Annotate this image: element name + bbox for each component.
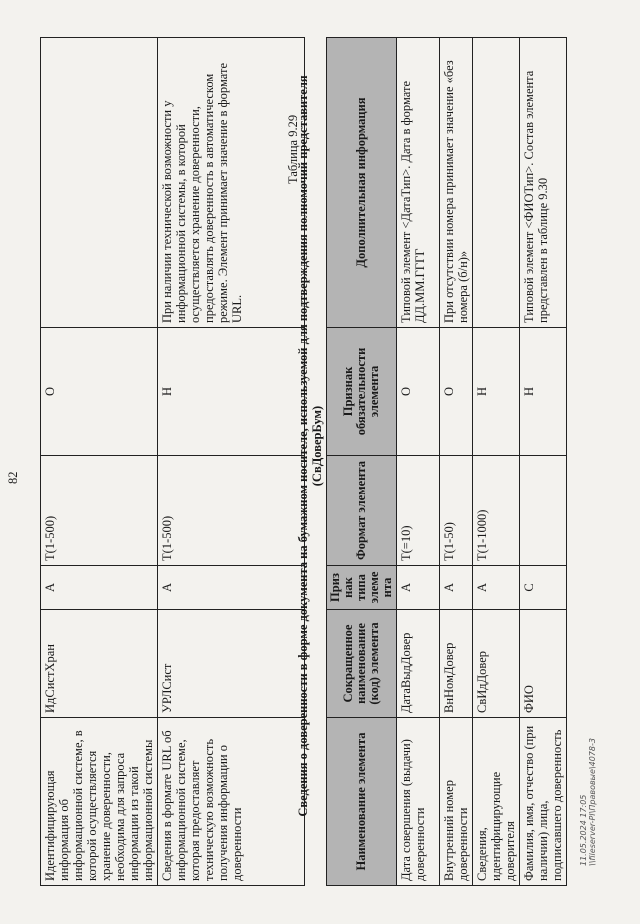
cell-format: T(1-1000) (473, 456, 520, 566)
cell-info: При наличии технической возможности у информационной системы, в которой осуществляется хранение доверенности, предоставлять доверенность в автоматическом режиме. Элемент принимает значение в формате URL. (158, 38, 305, 328)
cell-required: H (473, 328, 520, 456)
lower-table (326, 37, 567, 886)
cell-code: СвИдДовер (473, 610, 520, 718)
table-caption: Сведения о доверенности в форме документа на бумажном носителе, используемой для подтверждения полномочий представителя (СвДоверБум) (296, 75, 324, 817)
cell-code: ИдСистХран (41, 610, 158, 718)
table-row (158, 38, 305, 886)
table-title: Таблица 9.29 (286, 114, 300, 184)
header-required: Признак обязательности элемента (327, 328, 397, 456)
cell-name: Идентифицирующая информация об информационной системе, в которой осуществляется хранение доверенности, необходима для запроса информации из такой информационной системы (41, 718, 158, 886)
cell-format: T(1-50) (440, 456, 473, 566)
cell-info (41, 38, 158, 328)
cell-type: A (41, 566, 158, 610)
header-info: Дополнительная информация (327, 38, 397, 328)
cell-format (520, 456, 567, 566)
cell-name: Сведения, идентифицирующие доверителя (473, 718, 520, 886)
header-code: Сокращенное наименование (код) элемента (327, 610, 397, 718)
cell-code: ВнНомДовер (440, 610, 473, 718)
cell-required: O (41, 328, 158, 456)
table-row (440, 38, 473, 886)
page-number: 82 (6, 471, 20, 484)
table-row (397, 38, 440, 886)
cell-info: Типовой элемент <ФИОТип>. Состав элемента представлен в таблице 9.30 (520, 38, 567, 328)
header-format: Формат элемента (327, 456, 397, 566)
table-header-row (327, 38, 397, 886)
cell-format: T(1-500) (41, 456, 158, 566)
cell-required: O (440, 328, 473, 456)
cell-info: При отсутствии номера принимает значение «без номера (б/н)» (440, 38, 473, 328)
cell-name: Фамилия, имя, отчество (при наличии) лица, подписавшего доверенность (520, 718, 567, 886)
cell-type: A (158, 566, 305, 610)
cell-required: H (520, 328, 567, 456)
cell-code: ФИО (520, 610, 567, 718)
cell-required: H (158, 328, 305, 456)
cell-required: O (397, 328, 440, 456)
header-type: Признак типа элемента (327, 566, 397, 610)
table-row (520, 38, 567, 886)
table-row (41, 38, 158, 886)
document-footer (579, 738, 597, 866)
cell-type: A (397, 566, 440, 610)
header-name: Наименование элемента (327, 718, 397, 886)
cell-type: C (520, 566, 567, 610)
footer-date: 11.05.2024 17:05 (579, 794, 588, 866)
cell-name: Сведения в формате URL об информационной системе, которая предоставляет техническую возможность получения информации о доверенности (158, 718, 305, 886)
cell-type: A (473, 566, 520, 610)
table-row (473, 38, 520, 886)
upper-table (40, 37, 305, 886)
cell-code: УРЛСист (158, 610, 305, 718)
cell-format: T(=10) (397, 456, 440, 566)
cell-code: ДатаВыдДовер (397, 610, 440, 718)
cell-info: Типовой элемент <ДатаТип>. Дата в формате ДД.ММ.ГГГГ (397, 38, 440, 328)
cell-info (473, 38, 520, 328)
cell-name: Внутренний номер доверенности (440, 718, 473, 886)
cell-format: T(1-500) (158, 456, 305, 566)
cell-name: Дата совершения (выдачи) доверенности (397, 718, 440, 886)
footer-path: \\fileserver-PI\Правовые\4078-3 (588, 738, 597, 866)
cell-type: A (440, 566, 473, 610)
